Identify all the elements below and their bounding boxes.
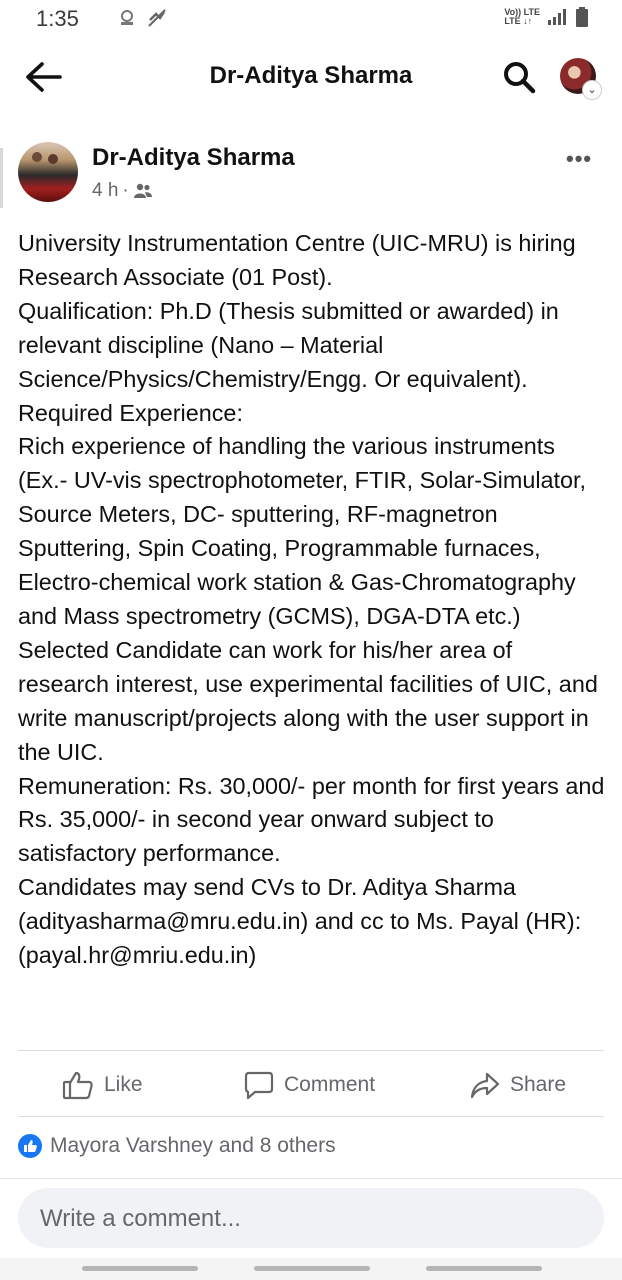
like-label: Like [104, 1073, 143, 1096]
share-label: Share [510, 1073, 567, 1096]
page-title: Dr-Aditya Sharma [209, 62, 413, 89]
post-actions [0, 1064, 622, 1108]
friends-audience-icon [133, 183, 153, 199]
signal-icon [548, 9, 568, 25]
post-body: University Instrumentation Centre (UIC-MRU) is hiring Research Associate (01 Post). Qualification: Ph.D (Thesis submitted or awarded) in relevant discipline (Nano – Material Science/Physics/Chemistry/Engg. Or equivalent). Required Experience: Rich experience of handling the various instruments (Ex.- UV-vis spectrophotometer, FTIR, Solar-Simulator, Source Meters, DC- sputtering, RF-magnetron Sputtering, Spin Coating, Programmable furnaces, Electro-chemical work station & Gas-Chromatography and Mass spectrometry (GCMS), DGA-DTA etc.) Selected Candidate can work for his/her area of research interest, use experimental facilities of UIC, and write manuscript/projects along with the user support in the UIC. Remuneration: Rs. 30,000/- per month for first years and Rs. 35,000/- in second year onward subject to satisfactory performance. Candidates may send CVs to Dr. Aditya Sharma (adityasharma@mru.edu.in) and cc to Ms. Payal (HR): (payal.hr@mriu.edu.in) [18, 230, 605, 969]
post-meta [92, 180, 153, 202]
share-button[interactable] [470, 1070, 566, 1100]
scroll-edge [0, 148, 3, 208]
app-bar [0, 44, 622, 108]
no-sync-icon [146, 8, 168, 28]
comment-button[interactable] [244, 1070, 375, 1100]
battery-icon [576, 7, 588, 27]
reactions-summary[interactable] [18, 1134, 336, 1158]
thumbs-up-icon [62, 1070, 94, 1100]
nav-home-button[interactable] [254, 1266, 370, 1271]
nav-back-button[interactable] [426, 1266, 542, 1271]
system-nav-bar [0, 1258, 622, 1280]
divider [18, 1116, 604, 1117]
post-time[interactable]: 4 h [92, 180, 119, 201]
meta-separator: · [122, 180, 129, 201]
status-time: 1:35 [36, 6, 79, 31]
chevron-down-icon: ⌄ [582, 80, 602, 100]
author-name[interactable]: Dr-Aditya Sharma [92, 144, 295, 171]
network-label-bottom: LTE ↓↑ [504, 16, 533, 26]
comment-box [18, 1188, 604, 1248]
divider [0, 1178, 622, 1179]
like-button[interactable] [62, 1070, 143, 1100]
comment-label: Comment [284, 1073, 376, 1096]
share-arrow-icon [470, 1070, 500, 1100]
more-options-icon[interactable]: ••• [566, 146, 593, 171]
nav-recent-button[interactable] [82, 1266, 198, 1271]
comment-bubble-icon [244, 1070, 274, 1100]
reactions-text: Mayora Varshney and 8 others [50, 1134, 336, 1157]
status-bar [0, 0, 622, 38]
author-avatar[interactable] [18, 142, 78, 202]
divider [18, 1050, 604, 1051]
app-notification-icon [118, 9, 136, 27]
search-icon[interactable] [502, 60, 536, 94]
profile-avatar[interactable] [560, 58, 596, 94]
comment-input[interactable] [38, 1188, 582, 1250]
like-reaction-icon [18, 1134, 42, 1158]
network-label-top: Vo)) LTE [504, 7, 540, 17]
